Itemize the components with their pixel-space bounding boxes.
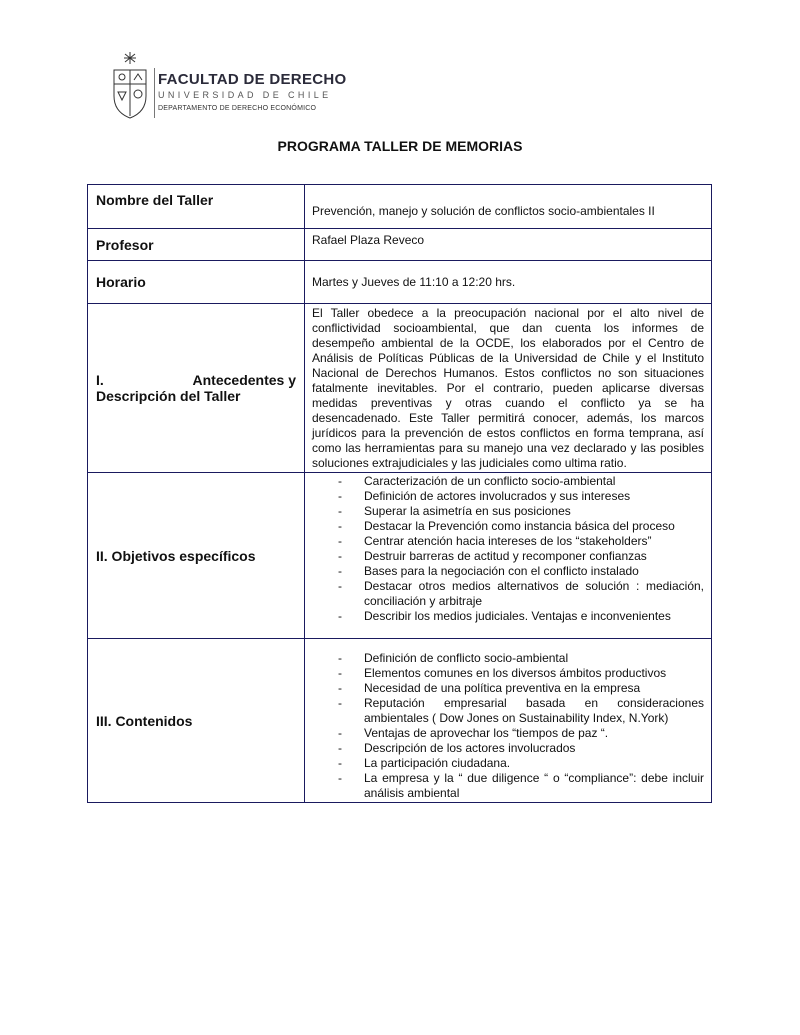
list-item: - Descripción de los actores involucrados [338, 741, 704, 756]
value-objetivos [305, 473, 712, 639]
row-horario [88, 261, 712, 304]
list-item: - Definición de actores involucrados y sus intereses [338, 489, 704, 504]
list-item: - Superar la asimetría en sus posiciones [338, 504, 704, 519]
label-antecedentes [88, 304, 305, 473]
label-nombre: Nombre del Taller [88, 185, 305, 229]
faculty-name: FACULTAD DE DERECHO [158, 71, 347, 88]
page-title: PROGRAMA TALLER DE MEMORIAS [277, 138, 523, 154]
list-item: - Describir los medios judiciales. Ventajas e inconvenientes [338, 609, 704, 624]
list-item: - Necesidad de una política preventiva en la empresa [338, 681, 704, 696]
row-profesor [88, 229, 712, 261]
value-antecedentes: El Taller obedece a la preocupación nacional por el alto nivel de conflictividad socioambiental, que dan cuenta los informes de desempeño ambiental de la OCDE, los elaborados por el Centro de Análisis de Políticas Públicas de la Universidad de Chile y el Instituto Nacional de Derechos Humanos. Estos conflictos no son situaciones fatalmente inevitables. Por el contrario, pueden aplicarse diversas medidas preventivas y otras cuando el conflicto ya se ha desencadenado. Este Taller permitirá conocer, además, los marcos jurídicos para la prevención de estos conflictos en forma temprana, así como las herramientas para su manejo una vez declarado y las posibles soluciones extrajudiciales y las judiciales como ultima ratio. [305, 304, 712, 473]
value-contenidos [305, 639, 712, 803]
university-seal-icon [108, 50, 152, 120]
list-item: - Elementos comunes en los diversos ámbitos productivos [338, 666, 704, 681]
row-contenidos [88, 639, 712, 803]
university-name: UNIVERSIDAD DE CHILE [158, 90, 332, 100]
list-item: - Ventajas de aprovechar los “tiempos de paz “. [338, 726, 704, 741]
faculty-logo [108, 50, 347, 122]
label-profesor: Profesor [88, 229, 305, 261]
label-antecedentes-line2: Descripción del Taller [96, 388, 241, 404]
list-item: - Destacar otros medios alternativos de solución : mediación, conciliación y arbitraje [338, 579, 704, 609]
value-horario: Martes y Jueves de 11:10 a 12:20 hrs. [305, 261, 712, 304]
list-item: - Reputación empresarial basada en consideraciones ambientales ( Dow Jones on Sustainability Index, N.York) [338, 696, 704, 726]
row-antecedentes [88, 304, 712, 473]
list-item: - Destacar la Prevención como instancia básica del proceso [338, 519, 704, 534]
label-contenidos: III. Contenidos [88, 639, 305, 803]
program-table [87, 184, 712, 803]
label-antecedentes-num: I. [96, 372, 104, 388]
list-item: - La empresa y la “ due diligence “ o “compliance”: debe incluir análisis ambiental [338, 771, 704, 801]
list-item: - La participación ciudadana. [338, 756, 704, 771]
department-name: DEPARTAMENTO DE DERECHO ECONÓMICO [158, 105, 317, 112]
list-item: - Bases para la negociación con el conflicto instalado [338, 564, 704, 579]
value-nombre: Prevención, manejo y solución de conflictos socio-ambientales II [305, 185, 712, 229]
label-horario: Horario [88, 261, 305, 304]
row-objetivos [88, 473, 712, 639]
list-item: - Definición de conflicto socio-ambiental [338, 651, 704, 666]
objetivos-list [312, 474, 704, 624]
contenidos-list [312, 651, 704, 801]
list-item: - Destruir barreras de actitud y recomponer confianzas [338, 549, 704, 564]
list-item: - Caracterización de un conflicto socio-ambiental [338, 474, 704, 489]
row-nombre [88, 185, 712, 229]
label-antecedentes-word: Antecedentes y [192, 372, 296, 388]
list-item: - Centrar atención hacia intereses de los “stakeholders” [338, 534, 704, 549]
value-profesor: Rafael Plaza Reveco [305, 229, 712, 261]
label-objetivos: II. Objetivos específicos [88, 473, 305, 639]
